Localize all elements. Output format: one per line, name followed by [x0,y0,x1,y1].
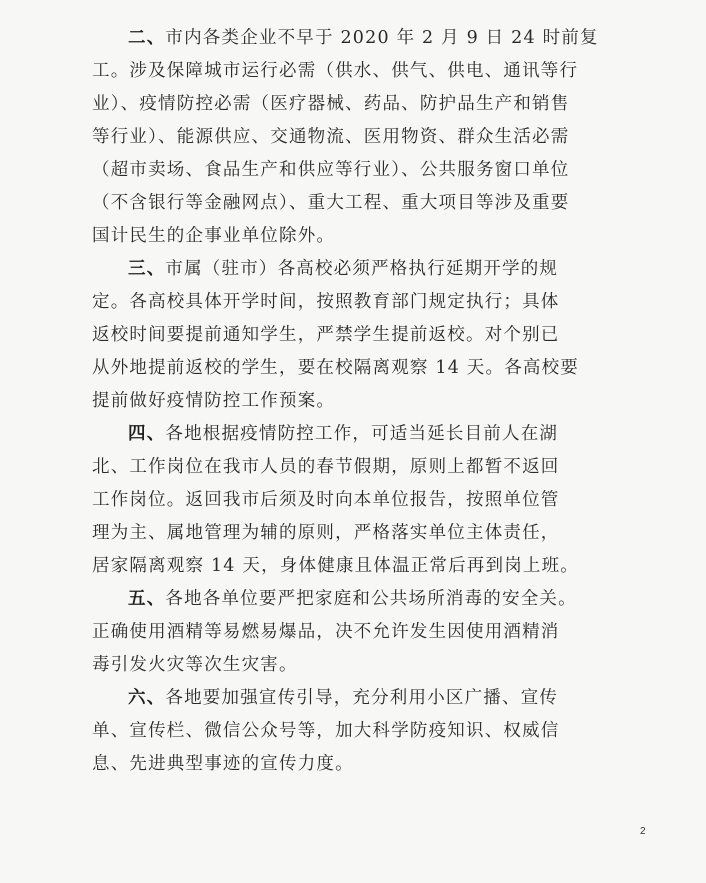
paragraph-line: 正确使用酒精等易燃易爆品，决不允许发生因使用酒精消 [92,622,560,642]
paragraph-4 [92,418,612,583]
paragraph-line: 单、宣传栏、微信公众号等，加大科学防疫知识、权威信 [92,721,560,741]
paragraph-5 [92,583,612,682]
paragraph-line: 居家隔离观察 14 天，身体健康且体温正常后再到岗上班。 [92,556,579,576]
paragraph-line: 六、各地要加强宣传引导，充分利用小区广播、宣传 [128,688,559,708]
section-number: 六、 [128,688,166,708]
section-number: 二、 [128,28,166,48]
paragraph-line: 业）、疫情防控必需（医疗器械、药品、防护品生产和销售 [92,94,570,114]
section-number: 四、 [128,424,166,444]
paragraph-line: 北、工作岗位在我市人员的春节假期，原则上都暂不返回 [92,457,560,477]
paragraph-line: 从外地提前返校的学生，要在校隔离观察 14 天。各高校要 [92,358,579,378]
document-body [92,22,612,781]
paragraph-line: 国计民生的企事业单位除外。 [92,226,336,246]
paragraph-line: 等行业）、能源供应、交通物流、医用物资、群众生活必需 [92,127,570,147]
paragraph-line: 工作岗位。返回我市后须及时向本单位报告，按照单位管 [92,490,560,510]
paragraph-line: （超市卖场、食品生产和供应等行业）、公共服务窗口单位 [92,160,570,180]
page-number: 2 [640,826,646,837]
paragraph-line: 息、先进典型事迹的宣传力度。 [92,754,354,774]
paragraph-line: 二、市内各类企业不早于 2020 年 2 月 9 日 24 时前复 [128,28,599,48]
paragraph-line: （不含银行等金融网点）、重大工程、重大项目等涉及重要 [92,193,570,213]
paragraph-line: 五、各地各单位要严把家庭和公共场所消毒的安全关。 [128,589,577,609]
paragraph-line: 三、市属（驻市）各高校必须严格执行延期开学的规 [128,259,559,279]
paragraph-line: 四、各地根据疫情防控工作，可适当延长目前人在湖 [128,424,559,444]
paragraph-line: 理为主、属地管理为辅的原则，严格落实单位主体责任， [92,523,560,543]
paragraph-line: 定。各高校具体开学时间，按照教育部门规定执行；具体 [92,292,560,312]
paragraph-line: 提前做好疫情防控工作预案。 [92,391,336,411]
paragraph-2 [92,22,612,253]
section-number: 三、 [128,259,166,279]
paragraph-6 [92,682,612,781]
section-number: 五、 [128,589,166,609]
paragraph-3 [92,253,612,418]
paragraph-line: 工。涉及保障城市运行必需（供水、供气、供电、通讯等行 [92,61,579,81]
paragraph-line: 毒引发火灾等次生灾害。 [92,655,298,675]
paragraph-line: 返校时间要提前通知学生，严禁学生提前返校。对个别已 [92,325,560,345]
